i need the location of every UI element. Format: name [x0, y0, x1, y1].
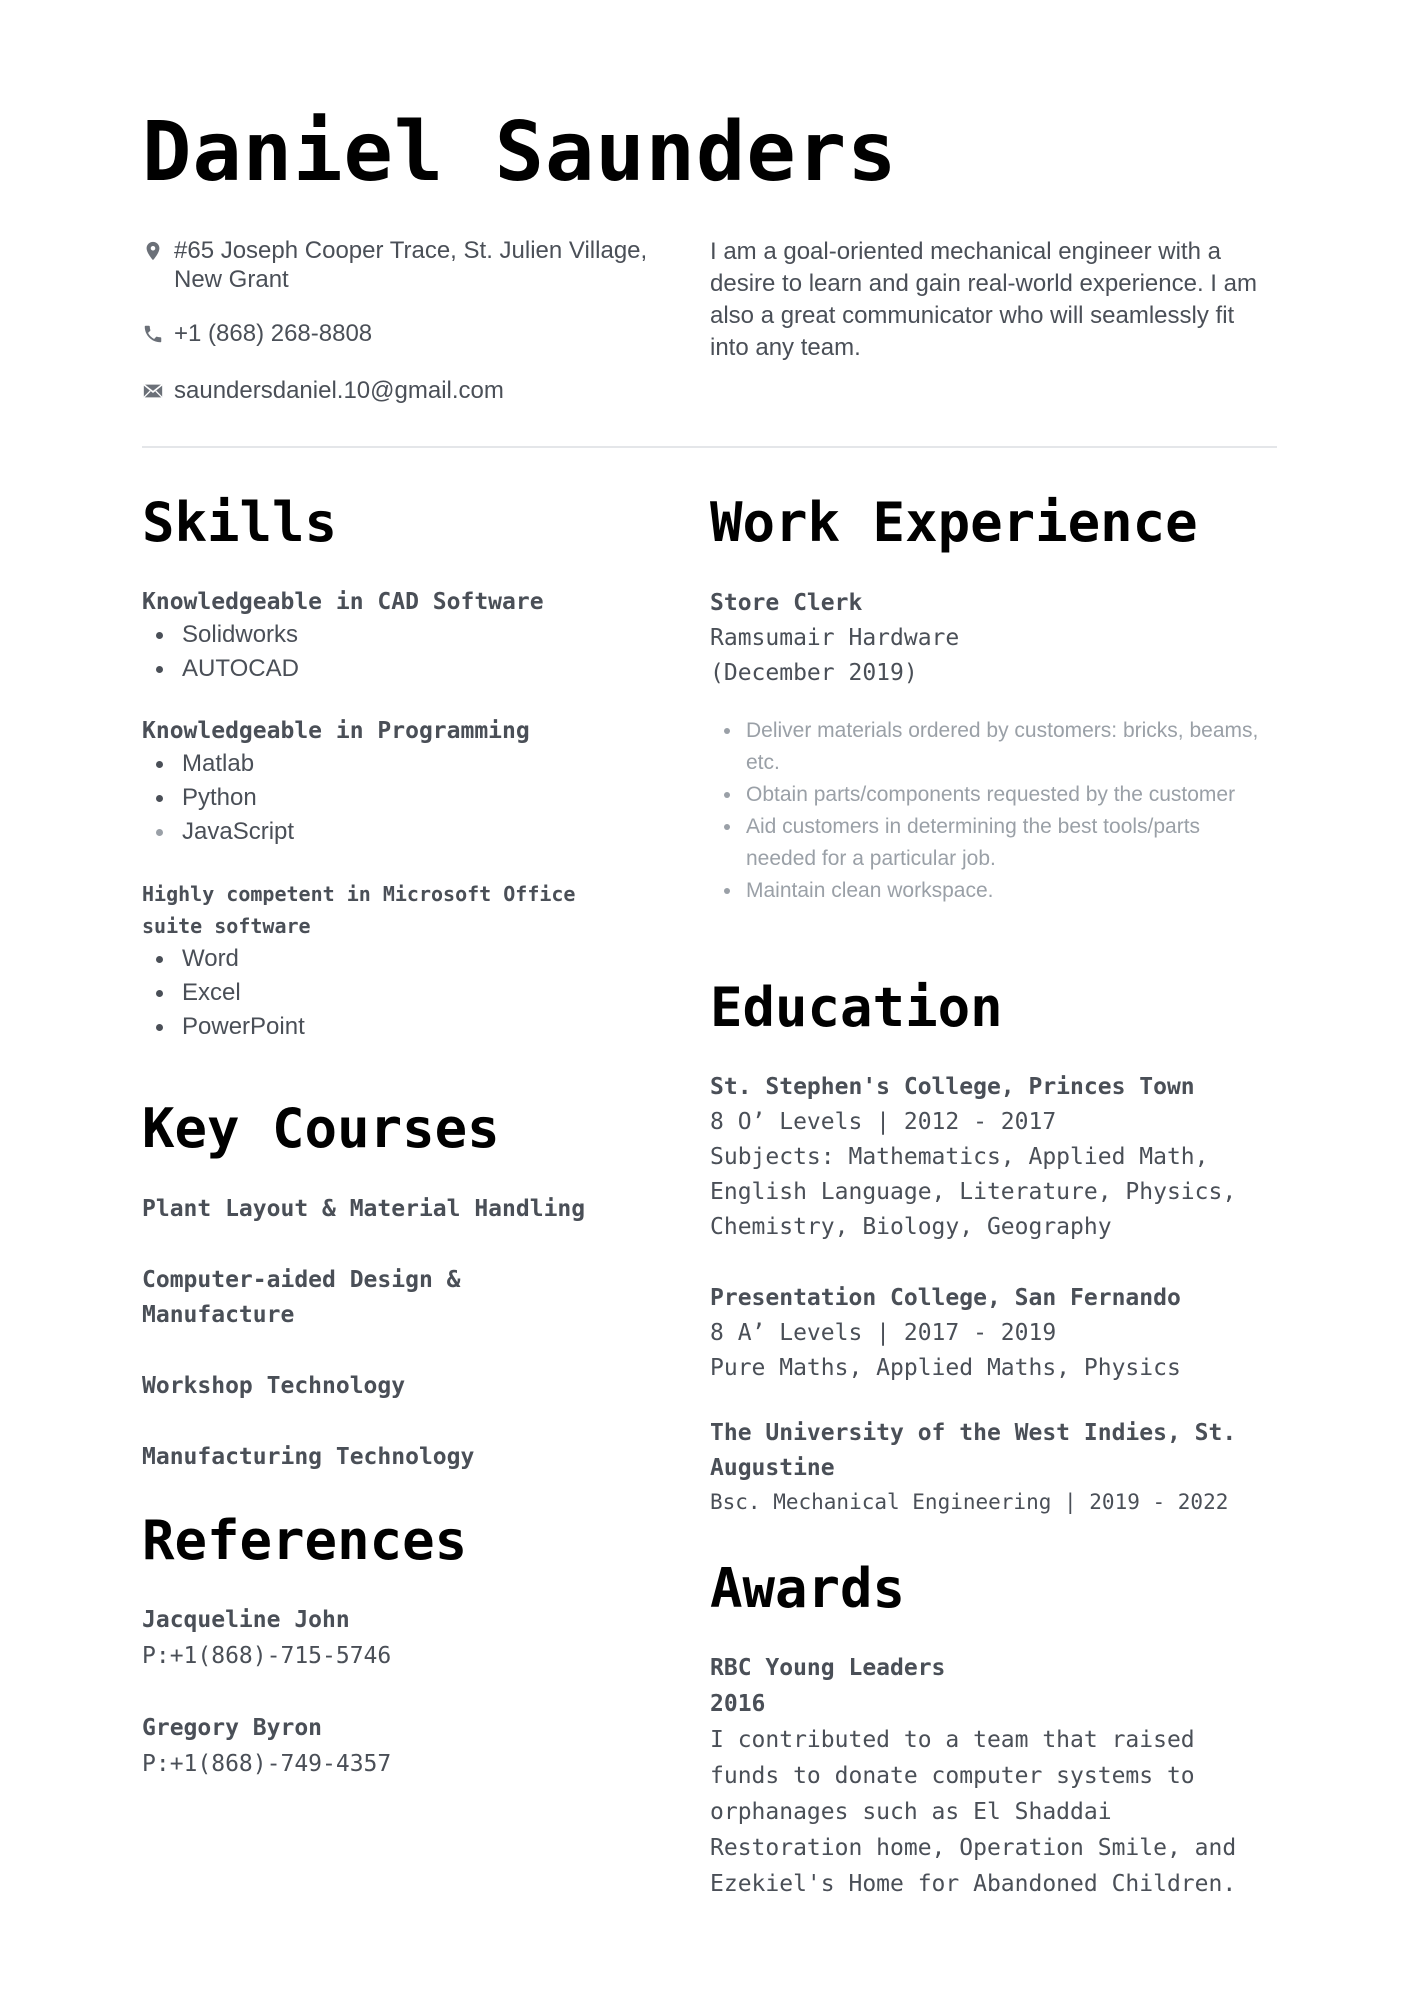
course-item: Manufacturing Technology — [142, 1444, 475, 1470]
profile-summary: I am a goal-oriented mechanical engineer with a desire to learn and gain real-world experience. I am also a great communicator who will seamlessly fit into any team. — [710, 238, 1257, 361]
award-year: 2016 — [710, 1691, 766, 1717]
reference-phone: P:+1(868)-749-4357 — [142, 1751, 392, 1777]
references-heading: References — [142, 1509, 468, 1572]
skill-group-title: Highly competent in Microsoft Office suite software — [142, 882, 576, 938]
education-entry — [710, 1416, 1270, 1519]
list-item: Solidworks — [142, 618, 642, 652]
email-text: saundersdaniel.10@gmail.com — [174, 377, 504, 404]
skill-group — [142, 715, 642, 849]
education-details: Pure Maths, Applied Maths, Physics — [710, 1355, 1181, 1381]
education-level: 8 O’ Levels | 2012 - 2017 — [710, 1109, 1057, 1135]
skill-group — [142, 878, 642, 1044]
skills-section — [142, 586, 642, 1073]
awards-section — [710, 1650, 1275, 1902]
course-item: Computer-aided Design & Manufacture — [142, 1267, 461, 1328]
work-experience-section — [710, 586, 1270, 907]
education-level: 8 A’ Levels | 2017 - 2019 — [710, 1320, 1057, 1346]
phone-row — [142, 319, 662, 348]
email-row — [142, 376, 662, 405]
list-item: Matlab — [142, 747, 642, 781]
skill-group-title: Knowledgeable in Programming — [142, 718, 530, 744]
work-experience-heading: Work Experience — [710, 491, 1198, 554]
skill-list — [142, 747, 642, 849]
reference-name: Gregory Byron — [142, 1715, 323, 1741]
reference-phone: P:+1(868)-715-5746 — [142, 1643, 392, 1669]
address-text: #65 Joseph Cooper Trace, St. Julien Village, New Grant — [174, 237, 648, 293]
award-description: I contributed to a team that raised funds to donate computer systems to orphanages such as El Shaddai Restoration home, Operation Smile, and Ezekiel's Home for Abandoned Children. — [710, 1727, 1237, 1897]
award-title: RBC Young Leaders — [710, 1655, 946, 1681]
school-name: The University of the West Indies, St. Augustine — [710, 1420, 1237, 1481]
list-item: AUTOCAD — [142, 652, 642, 686]
list-item: Deliver materials ordered by customers: bricks, beams, etc. — [710, 715, 1270, 779]
education-entry — [710, 1070, 1270, 1245]
school-name: St. Stephen's College, Princes Town — [710, 1074, 1195, 1100]
list-item: Aid customers in determining the best tools/parts needed for a particular job. — [710, 811, 1270, 875]
job-company: Ramsumair Hardware — [710, 625, 960, 651]
education-level: Bsc. Mechanical Engineering | 2019 - 2022 — [710, 1490, 1229, 1514]
education-heading: Education — [710, 976, 1003, 1039]
list-item: Excel — [142, 976, 642, 1010]
reference-name: Jacqueline John — [142, 1607, 350, 1633]
contact-info — [142, 236, 662, 405]
awards-heading: Awards — [710, 1557, 906, 1620]
list-item: JavaScript — [142, 815, 642, 849]
skill-list — [142, 618, 642, 686]
header-divider — [142, 446, 1277, 448]
address-row — [142, 236, 662, 294]
list-item: Obtain parts/components requested by the customer — [710, 779, 1270, 811]
skill-group — [142, 586, 642, 686]
skill-list — [142, 942, 642, 1044]
job-title: Store Clerk — [710, 590, 863, 616]
location-pin-icon — [142, 240, 164, 262]
education-entry — [710, 1281, 1270, 1386]
course-item: Workshop Technology — [142, 1373, 406, 1399]
list-item: PowerPoint — [142, 1010, 642, 1044]
key-courses-heading: Key Courses — [142, 1097, 500, 1160]
envelope-icon — [142, 380, 164, 402]
list-item: Word — [142, 942, 642, 976]
phone-icon — [142, 323, 164, 345]
key-courses-section — [142, 1192, 642, 1511]
list-item: Python — [142, 781, 642, 815]
list-item: Maintain clean workspace. — [710, 875, 1270, 907]
candidate-name: Daniel Saunders — [142, 105, 898, 200]
skills-heading: Skills — [142, 491, 338, 554]
course-item: Plant Layout & Material Handling — [142, 1196, 586, 1222]
job-duties-list — [710, 715, 1270, 907]
references-section — [142, 1602, 642, 1818]
skill-group-title: Knowledgeable in CAD Software — [142, 589, 544, 615]
school-name: Presentation College, San Fernando — [710, 1285, 1181, 1311]
education-section — [710, 1070, 1270, 1555]
education-details: Subjects: Mathematics, Applied Math, English Language, Literature, Physics, Chemistry, Biology, Geography — [710, 1144, 1237, 1240]
phone-text: +1 (868) 268-8808 — [174, 320, 373, 347]
job-date: (December 2019) — [710, 660, 918, 686]
